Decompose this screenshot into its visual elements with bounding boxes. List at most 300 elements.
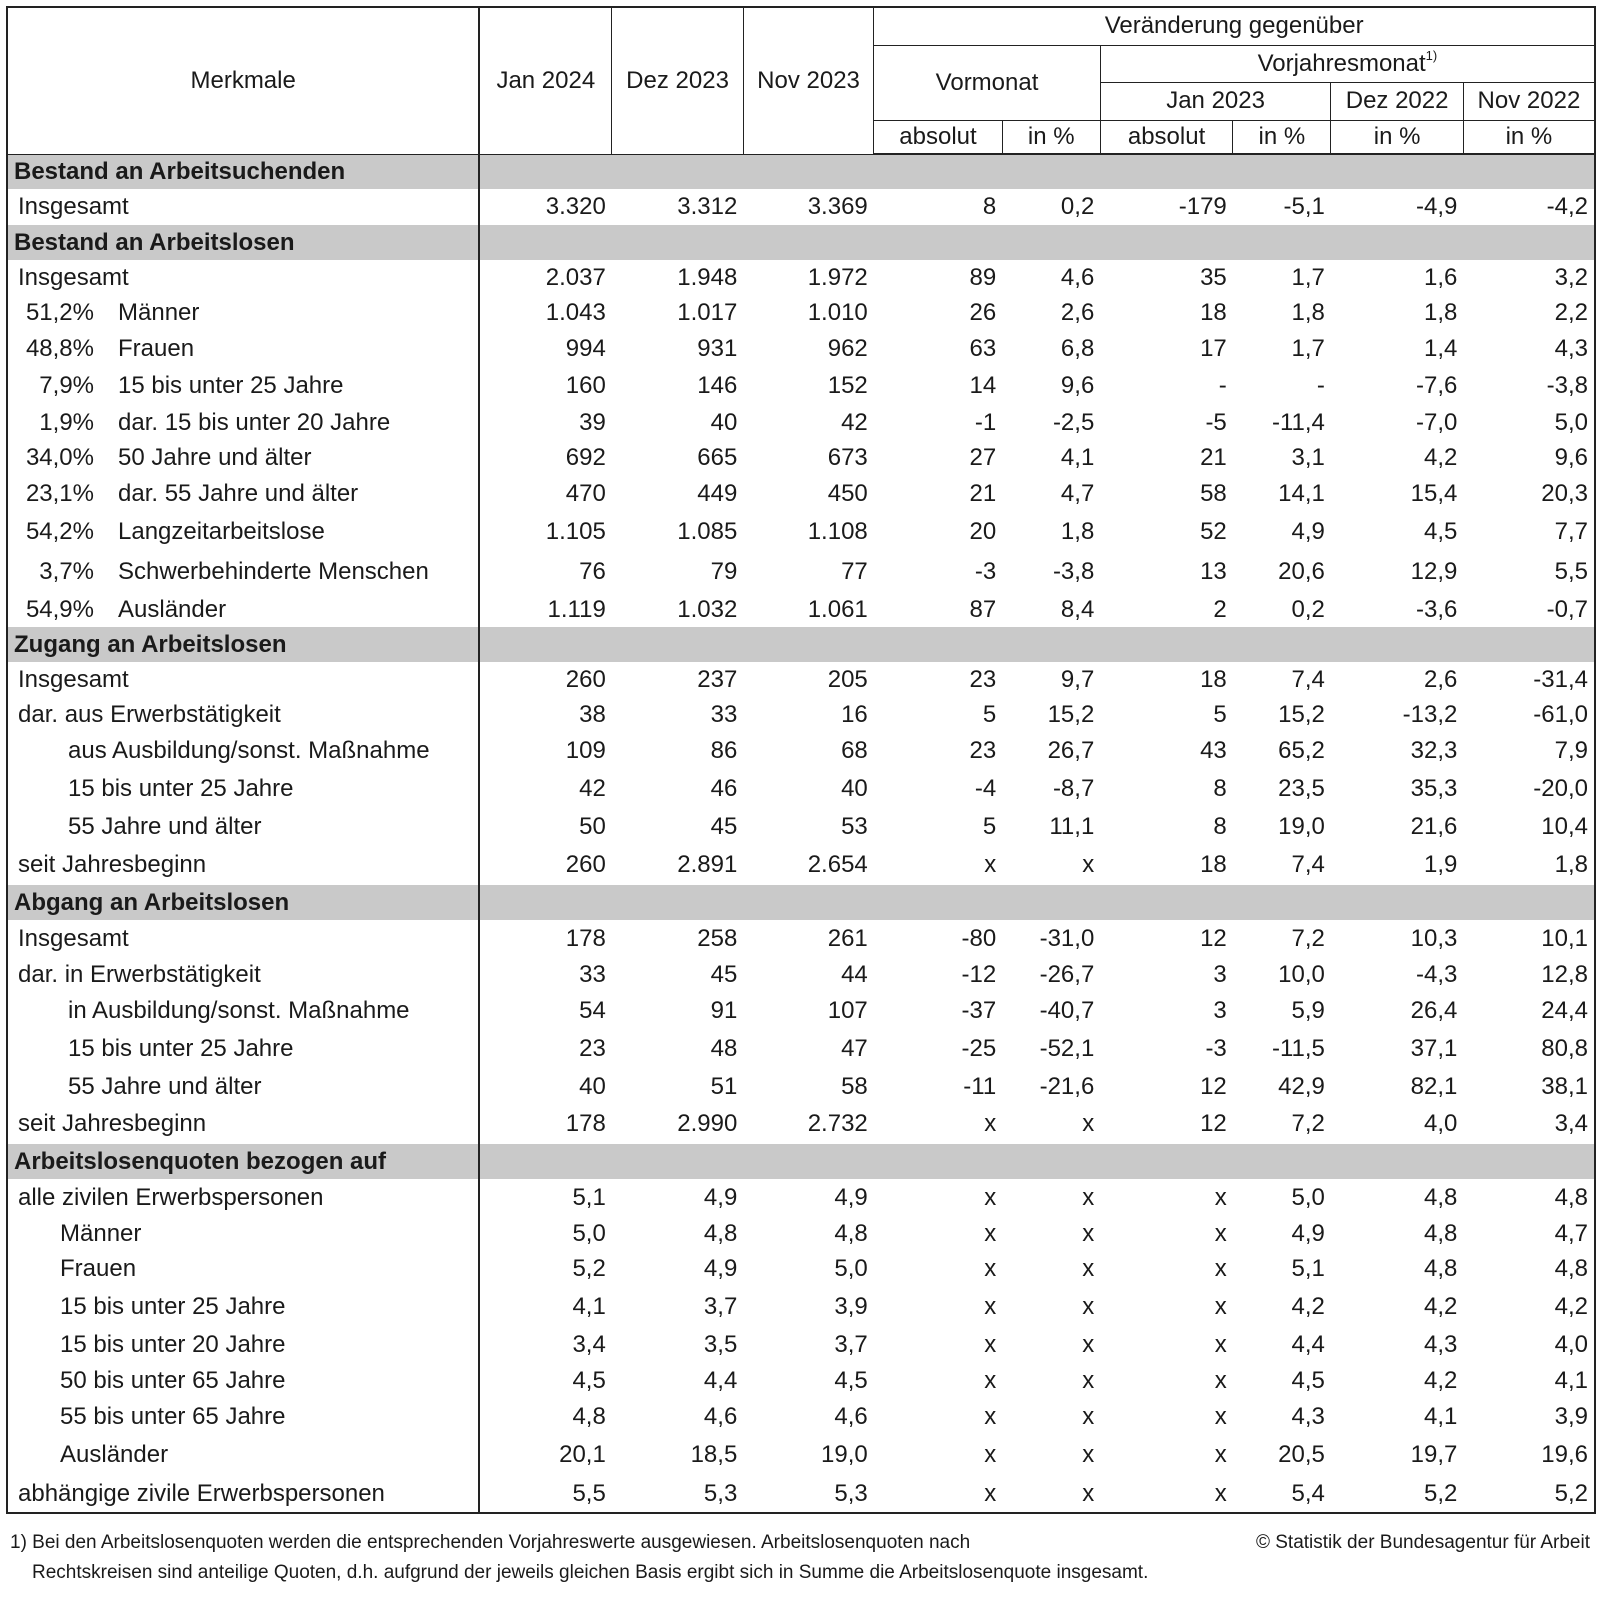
value-cell: 6,8 xyxy=(1060,334,1095,362)
value-cell: 53 xyxy=(841,812,868,840)
row-label: alle zivilen Erwerbspersonen xyxy=(18,1183,324,1211)
value-cell: 12 xyxy=(1200,1110,1227,1137)
row-label-cell xyxy=(7,844,479,885)
value-cell: 19,6 xyxy=(1463,1434,1595,1475)
row-label: Ausländer xyxy=(60,1440,169,1468)
value-cell: -61,0 xyxy=(1463,697,1595,732)
table-row xyxy=(7,512,1595,552)
table-row xyxy=(7,697,1595,732)
value-cell: 4,9 xyxy=(834,1183,868,1211)
row-label-cell xyxy=(7,1327,479,1362)
value-cell: -5 xyxy=(1205,408,1227,436)
value-cell: 79 xyxy=(710,558,738,585)
table-row xyxy=(7,592,1595,627)
row-label: dar. in Erwerbstätigkeit xyxy=(18,960,261,988)
value-cell: 4,9 xyxy=(1291,518,1325,545)
value-cell: -4,2 xyxy=(1463,189,1595,225)
row-share: 3,7% xyxy=(39,558,94,585)
value-cell: -179 xyxy=(1178,193,1227,220)
value-cell: 107 xyxy=(827,996,868,1024)
value-cell: 4,2 xyxy=(1423,443,1458,471)
value-cell: - xyxy=(1218,372,1227,399)
value-cell: 8 xyxy=(1213,775,1227,802)
row-label: 15 bis unter 25 Jahre xyxy=(68,1035,294,1062)
value-cell: 5,2 xyxy=(1463,1475,1595,1513)
row-label-cell xyxy=(7,1029,479,1069)
value-cell: 44 xyxy=(841,960,868,988)
value-cell: 3,1 xyxy=(1291,443,1325,471)
header-vj-pct: in % xyxy=(1233,120,1331,154)
value-cell: 10,3 xyxy=(1410,924,1458,952)
row-label: Frauen xyxy=(118,334,195,362)
value-cell: 1,8 xyxy=(1060,518,1095,545)
value-cell: 665 xyxy=(697,443,738,471)
value-cell: 5,9 xyxy=(1291,996,1325,1024)
value-cell: x xyxy=(984,1440,997,1468)
value-cell: 19,0 xyxy=(821,1440,868,1468)
value-cell: -40,7 xyxy=(1039,996,1095,1024)
labor-market-table xyxy=(6,6,1596,1514)
value-cell: 38,1 xyxy=(1463,1069,1595,1104)
value-cell: -5,1 xyxy=(1283,193,1325,220)
section-header xyxy=(7,885,1595,920)
value-cell: 4,2 xyxy=(1291,1292,1325,1320)
value-cell: 23,5 xyxy=(1278,775,1325,802)
value-cell: 2.037 xyxy=(545,263,606,291)
value-cell: 23 xyxy=(969,665,997,693)
value-cell: 4,7 xyxy=(1463,1216,1595,1251)
value-cell: 5 xyxy=(1213,700,1227,728)
value-cell: 0,2 xyxy=(1291,595,1325,623)
header-vj-absolut: absolut xyxy=(1100,120,1232,154)
value-cell: 19,7 xyxy=(1410,1440,1458,1468)
section-header xyxy=(7,154,1595,189)
row-label: Frauen xyxy=(60,1254,137,1282)
value-cell: 45 xyxy=(710,812,738,840)
value-cell: 68 xyxy=(841,736,868,764)
row-label: 15 bis unter 20 Jahre xyxy=(60,1330,286,1358)
value-cell: 5,0 xyxy=(1463,405,1595,440)
row-share: 7,9% xyxy=(39,372,94,399)
row-label-cell xyxy=(7,809,479,844)
value-cell: 1.105 xyxy=(545,518,606,545)
value-cell: 43 xyxy=(1200,736,1227,764)
value-cell: 38 xyxy=(579,700,606,728)
value-cell: 42,9 xyxy=(1278,1072,1325,1100)
header-dez2022: Dez 2022 xyxy=(1331,82,1463,120)
table-row xyxy=(7,475,1595,512)
value-cell: 1.061 xyxy=(807,595,868,623)
value-cell: 45 xyxy=(710,960,738,988)
footnote-line-2: Rechtskreisen sind anteilige Quoten, d.h. aufgrund der jeweils gleichen Basis ergibt sich in Summe die Arbeitslosenquote insgesamt. xyxy=(32,1562,1149,1583)
row-label: 15 bis unter 25 Jahre xyxy=(60,1292,286,1320)
value-cell: -11,4 xyxy=(1271,408,1325,436)
value-cell: 42 xyxy=(579,775,606,802)
value-cell: -4,3 xyxy=(1416,960,1458,988)
row-label-cell xyxy=(7,260,479,295)
value-cell: x xyxy=(1214,1219,1227,1247)
header-dez2022-pct: in % xyxy=(1331,120,1463,154)
value-cell: x xyxy=(1100,1475,1232,1513)
value-cell: 50 xyxy=(579,812,606,840)
value-cell: 4,2 xyxy=(1463,1286,1595,1327)
table-row xyxy=(7,992,1595,1029)
value-cell: -4 xyxy=(974,775,997,802)
value-cell: 4,3 xyxy=(1463,330,1595,367)
value-cell: 1.043 xyxy=(545,298,606,326)
value-cell: 40 xyxy=(841,775,868,802)
value-cell: 4,8 xyxy=(703,1219,738,1247)
value-cell: x xyxy=(1082,1183,1095,1211)
row-label-cell xyxy=(7,475,479,512)
row-label-cell xyxy=(7,662,479,697)
value-cell: 450 xyxy=(827,479,868,507)
value-cell: 1,8 xyxy=(1423,298,1458,326)
value-cell: -2,5 xyxy=(1052,408,1095,436)
section-fill xyxy=(479,225,1595,260)
value-cell: x xyxy=(1082,1254,1095,1282)
value-cell: 1.010 xyxy=(807,298,868,326)
value-cell: x xyxy=(1214,1440,1227,1468)
section-title: Bestand an Arbeitsuchenden xyxy=(7,154,479,189)
value-cell: 4,8 xyxy=(1423,1254,1458,1282)
value-cell: 5,2 xyxy=(1331,1475,1463,1513)
value-cell: 152 xyxy=(827,372,868,399)
value-cell: 18,5 xyxy=(690,1440,738,1468)
value-cell: 26,4 xyxy=(1410,996,1458,1024)
value-cell: 16 xyxy=(841,700,868,728)
value-cell: 15,4 xyxy=(1410,479,1458,507)
section-header xyxy=(7,1144,1595,1179)
value-cell: 82,1 xyxy=(1410,1072,1458,1100)
value-cell: 4,0 xyxy=(1463,1327,1595,1362)
value-cell: 91 xyxy=(710,996,738,1024)
value-cell: x xyxy=(984,1330,997,1358)
value-cell: 994 xyxy=(565,334,606,362)
table-row xyxy=(7,440,1595,475)
row-label: abhängige zivile Erwerbspersonen xyxy=(18,1479,385,1507)
value-cell: 10,4 xyxy=(1463,809,1595,844)
value-cell: x xyxy=(1082,1330,1095,1358)
row-label-cell xyxy=(7,769,479,809)
value-cell: 205 xyxy=(827,665,868,693)
value-cell: 4,1 xyxy=(1463,1362,1595,1399)
value-cell: x xyxy=(984,1254,997,1282)
value-cell: 4,8 xyxy=(1423,1183,1458,1211)
value-cell: 1.948 xyxy=(677,263,738,291)
value-cell: 1.972 xyxy=(807,263,868,291)
table-row xyxy=(7,552,1595,592)
value-cell: 8,4 xyxy=(1060,595,1095,623)
header-change: Veränderung gegenüber xyxy=(874,7,1595,45)
row-label: Männer xyxy=(60,1219,142,1247)
value-cell: 4,8 xyxy=(1463,1251,1595,1286)
row-label: 55 bis unter 65 Jahre xyxy=(60,1402,286,1430)
value-cell: 47 xyxy=(841,1035,868,1062)
value-cell: 18 xyxy=(1200,850,1227,878)
value-cell: 2,6 xyxy=(1423,665,1458,693)
value-cell: 5,0 xyxy=(834,1254,868,1282)
value-cell: 1,7 xyxy=(1291,263,1325,291)
value-cell: 26,7 xyxy=(1047,736,1095,764)
value-cell: 3,2 xyxy=(1463,260,1595,295)
value-cell: -52,1 xyxy=(1039,1035,1095,1062)
value-cell: 26 xyxy=(969,298,997,326)
row-label: 55 Jahre und älter xyxy=(68,1072,262,1100)
table-row xyxy=(7,295,1595,330)
row-label: 50 Jahre und älter xyxy=(118,443,312,471)
table-row xyxy=(7,1251,1595,1286)
value-cell: 5,5 xyxy=(479,1475,611,1513)
value-cell: -7,0 xyxy=(1416,408,1458,436)
value-cell: 12 xyxy=(1200,1072,1227,1100)
value-cell: 2,2 xyxy=(1463,295,1595,330)
table-row xyxy=(7,405,1595,440)
value-cell: 4,1 xyxy=(1423,1402,1458,1430)
table-row xyxy=(7,809,1595,844)
value-cell: x xyxy=(1214,1402,1227,1430)
header-period-2: Dez 2023 xyxy=(612,7,743,154)
value-cell: 3,7 xyxy=(834,1330,868,1358)
value-cell: 4,3 xyxy=(1423,1330,1458,1358)
row-label: aus Ausbildung/sonst. Maßnahme xyxy=(68,736,430,764)
value-cell: 260 xyxy=(565,665,606,693)
value-cell: 4,9 xyxy=(703,1183,738,1211)
value-cell: 3.320 xyxy=(545,193,606,220)
value-cell: 51 xyxy=(710,1072,738,1100)
value-cell: 0,2 xyxy=(1060,193,1095,220)
value-cell: 18 xyxy=(1200,665,1227,693)
row-label-cell xyxy=(7,1179,479,1216)
value-cell: 9,6 xyxy=(1463,440,1595,475)
value-cell: 12,9 xyxy=(1410,558,1458,585)
table-row xyxy=(7,1434,1595,1475)
value-cell: 4,5 xyxy=(834,1366,868,1394)
value-cell: 673 xyxy=(827,443,868,471)
value-cell: 2,6 xyxy=(1060,298,1095,326)
value-cell: 11,1 xyxy=(1049,812,1095,840)
value-cell: 7,9 xyxy=(1463,732,1595,769)
row-label-cell xyxy=(7,330,479,367)
value-cell: 1,7 xyxy=(1291,334,1325,362)
value-cell: 1,9 xyxy=(1423,850,1458,878)
value-cell: 8 xyxy=(982,193,997,220)
section-fill xyxy=(479,154,1595,189)
value-cell: 5,5 xyxy=(1463,552,1595,592)
table-row xyxy=(7,732,1595,769)
table-row xyxy=(7,920,1595,957)
value-cell: 1,6 xyxy=(1423,263,1458,291)
value-cell: 7,4 xyxy=(1291,850,1325,878)
value-cell: 8 xyxy=(1213,812,1227,840)
value-cell: 33 xyxy=(710,700,738,728)
value-cell: 46 xyxy=(710,775,738,802)
value-cell: 4,4 xyxy=(703,1366,738,1394)
value-cell: x xyxy=(984,1366,997,1394)
value-cell: 10,1 xyxy=(1463,920,1595,957)
value-cell: 20,1 xyxy=(559,1440,606,1468)
value-cell: 5,3 xyxy=(743,1475,873,1513)
footnote-marker: 1) xyxy=(1425,47,1438,63)
value-cell: 39 xyxy=(579,408,606,436)
value-cell: 4,0 xyxy=(1423,1110,1458,1137)
value-cell: 21 xyxy=(969,479,997,507)
row-label: seit Jahresbeginn xyxy=(18,850,207,878)
row-label-cell xyxy=(7,405,479,440)
row-share: 51,2% xyxy=(25,298,94,326)
value-cell: 260 xyxy=(565,850,606,878)
value-cell: 14,1 xyxy=(1278,479,1325,507)
table-row xyxy=(7,1399,1595,1434)
table-row xyxy=(7,330,1595,367)
value-cell: -13,2 xyxy=(1402,700,1458,728)
row-label-cell xyxy=(7,1362,479,1399)
table-row xyxy=(7,769,1595,809)
section-header xyxy=(7,627,1595,662)
value-cell: 4,5 xyxy=(1291,1366,1325,1394)
value-cell: 15,2 xyxy=(1278,700,1325,728)
value-cell: 80,8 xyxy=(1463,1029,1595,1069)
section-header xyxy=(7,225,1595,260)
value-cell: 4,2 xyxy=(1423,1292,1458,1320)
table-row xyxy=(7,367,1595,405)
row-label: Ausländer xyxy=(118,595,227,623)
value-cell: 23 xyxy=(969,736,997,764)
value-cell: 40 xyxy=(710,408,738,436)
value-cell: x xyxy=(1082,1219,1095,1247)
footnote-line-1: 1) Bei den Arbeitslosenquoten werden die entsprechenden Vorjahreswerte ausgewiesen. Arbeitslosenquoten nach xyxy=(10,1532,971,1553)
row-label: 15 bis unter 25 Jahre xyxy=(68,775,294,802)
value-cell: 5,4 xyxy=(1233,1475,1331,1513)
value-cell: 4,6 xyxy=(1060,263,1095,291)
value-cell: -11 xyxy=(963,1072,997,1100)
value-cell: 35,3 xyxy=(1410,775,1458,802)
value-cell: 3 xyxy=(1213,996,1227,1024)
value-cell: 3,9 xyxy=(1463,1399,1595,1434)
value-cell: 19,0 xyxy=(1278,812,1325,840)
value-cell: -1 xyxy=(974,408,997,436)
value-cell: 4,5 xyxy=(572,1366,606,1394)
value-cell: 20 xyxy=(969,518,997,545)
value-cell: 35 xyxy=(1200,263,1227,291)
table-row xyxy=(7,189,1595,225)
value-cell: 7,2 xyxy=(1291,1110,1325,1137)
row-label-cell xyxy=(7,1286,479,1327)
value-cell: 65,2 xyxy=(1278,736,1325,764)
row-share: 34,0% xyxy=(25,443,94,471)
row-label: Insgesamt xyxy=(18,263,129,291)
section-fill xyxy=(479,627,1595,662)
row-label-cell xyxy=(7,1104,479,1144)
value-cell: 5,2 xyxy=(572,1254,606,1282)
value-cell: 20,3 xyxy=(1463,475,1595,512)
value-cell: 4,2 xyxy=(1423,1366,1458,1394)
copyright: © Statistik der Bundesagentur für Arbeit xyxy=(1255,1532,1590,1553)
value-cell: 23 xyxy=(579,1035,606,1062)
value-cell: 10,0 xyxy=(1278,960,1325,988)
value-cell: 449 xyxy=(697,479,738,507)
value-cell: x xyxy=(1082,1292,1095,1320)
value-cell: 178 xyxy=(565,1110,606,1137)
table-row xyxy=(7,1179,1595,1216)
value-cell: 32,3 xyxy=(1410,736,1458,764)
row-share: 23,1% xyxy=(25,479,94,507)
row-label-cell xyxy=(7,1475,479,1513)
value-cell: 470 xyxy=(565,479,606,507)
row-label: dar. aus Erwerbstätigkeit xyxy=(18,700,281,728)
value-cell: 4,8 xyxy=(1423,1219,1458,1247)
value-cell: 1,8 xyxy=(1291,298,1325,326)
value-cell: 4,7 xyxy=(1060,479,1095,507)
row-label: 50 bis unter 65 Jahre xyxy=(60,1366,286,1394)
value-cell: x xyxy=(1214,1292,1227,1320)
value-cell: 27 xyxy=(969,443,997,471)
value-cell: 21 xyxy=(1200,443,1227,471)
value-cell: 2.891 xyxy=(677,850,738,878)
value-cell: 261 xyxy=(827,924,868,952)
value-cell: x xyxy=(984,1292,997,1320)
value-cell: 9,7 xyxy=(1060,665,1095,693)
row-share: 54,2% xyxy=(25,518,94,545)
value-cell: x xyxy=(1082,1402,1095,1430)
table-row xyxy=(7,1104,1595,1144)
value-cell: - xyxy=(1316,372,1325,399)
table-row xyxy=(7,1475,1595,1513)
value-cell: 1.085 xyxy=(677,518,738,545)
value-cell: 4,5 xyxy=(1423,518,1458,545)
value-cell: 3.369 xyxy=(807,193,868,220)
value-cell: 77 xyxy=(841,558,868,585)
row-label-cell xyxy=(7,295,479,330)
value-cell: 63 xyxy=(969,334,997,362)
value-cell: 5 xyxy=(982,812,997,840)
value-cell: 7,2 xyxy=(1291,924,1325,952)
value-cell: -31,0 xyxy=(1039,924,1095,952)
value-cell: -8,7 xyxy=(1052,775,1095,802)
value-cell: 52 xyxy=(1200,518,1227,545)
value-cell: x xyxy=(1082,1366,1095,1394)
value-cell: 4,8 xyxy=(834,1219,868,1247)
header-nov2022: Nov 2022 xyxy=(1463,82,1595,120)
row-label-cell xyxy=(7,957,479,992)
value-cell: 1,8 xyxy=(1463,844,1595,885)
value-cell: 4,3 xyxy=(1291,1402,1325,1430)
value-cell: x xyxy=(1082,1110,1095,1137)
value-cell: 1.017 xyxy=(677,298,738,326)
value-cell: -31,4 xyxy=(1463,662,1595,697)
value-cell: x xyxy=(984,1402,997,1430)
row-label: 15 bis unter 25 Jahre xyxy=(118,372,344,399)
value-cell: 2 xyxy=(1213,595,1227,623)
value-cell: 14 xyxy=(969,372,997,399)
value-cell: 1,4 xyxy=(1423,334,1458,362)
statistics-table-container xyxy=(6,6,1596,1514)
value-cell: -3,8 xyxy=(1052,558,1095,585)
table-row xyxy=(7,662,1595,697)
row-label: 55 Jahre und älter xyxy=(68,812,262,840)
value-cell: 20,6 xyxy=(1278,558,1325,585)
row-label-cell xyxy=(7,920,479,957)
value-cell: 4,9 xyxy=(703,1254,738,1282)
table-row xyxy=(7,1029,1595,1069)
value-cell: 20,5 xyxy=(1278,1440,1325,1468)
value-cell: 5,0 xyxy=(1291,1183,1325,1211)
value-cell: 54 xyxy=(579,996,606,1024)
value-cell: 178 xyxy=(565,924,606,952)
value-cell: 9,6 xyxy=(1060,372,1095,399)
value-cell: x xyxy=(1214,1183,1227,1211)
row-label-cell xyxy=(7,1069,479,1104)
